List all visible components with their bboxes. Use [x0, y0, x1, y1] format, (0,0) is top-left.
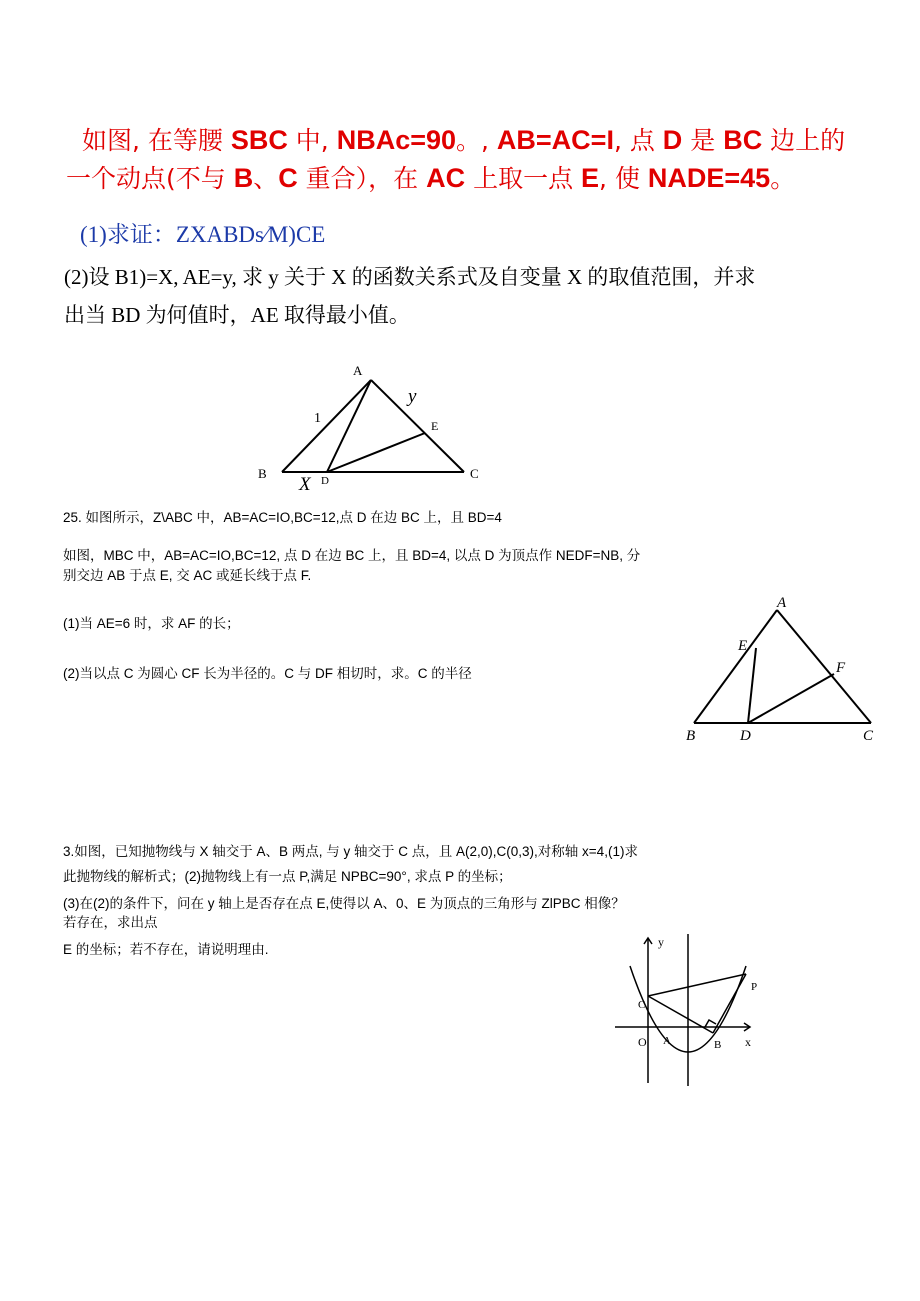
label-f: F — [836, 660, 846, 676]
label-x: X — [299, 474, 311, 495]
figure-triangle-abc-1 — [250, 360, 490, 495]
p1-text: , 点 — [613, 126, 663, 155]
problem2-q2: (2)当以点 C 为圆心 CF 长为半径的。C 与 DF 相切时，求。C 的半径 — [63, 666, 472, 681]
problem3-line2: 此抛物线的解析式；(2)抛物线上有一点 P,满足 NPBC=90°, 求点 P 的坐标； — [63, 869, 512, 884]
label-p: P — [751, 981, 758, 993]
label-o: O — [638, 1035, 647, 1049]
p1-text: 边上的 — [762, 126, 846, 155]
p1-bold: E — [581, 163, 600, 193]
label-b: B — [714, 1039, 722, 1051]
problem1-line1 — [82, 120, 845, 161]
figure-triangle-abc-2 — [680, 592, 885, 752]
segment-bp — [713, 974, 746, 1033]
p1-bold: NBAc=90 — [336, 125, 457, 155]
label-d: D — [740, 728, 751, 744]
problem3-line1: 3.如图，已知抛物线与 X 轴交于 A、B 两点, 与 y 轴交于 C 点，且 A(2,0),C(0,3),对称轴 x=4,(1)求 — [63, 844, 638, 859]
p1-text: 中, — [287, 126, 337, 155]
p1-bold: AC — [426, 163, 466, 193]
p1-text: 上取一点 — [465, 164, 582, 193]
label-y: y — [408, 386, 417, 407]
label-c: C — [863, 728, 874, 744]
label-e: E — [738, 638, 748, 654]
label-d: D — [321, 475, 329, 487]
label-e: E — [431, 419, 439, 433]
segment-ad — [327, 380, 371, 472]
label-y: y — [658, 935, 664, 949]
p1-text: 、 — [253, 164, 279, 193]
p1-text: 。, — [456, 126, 497, 155]
segment-de — [327, 433, 425, 472]
p1-bold: B — [233, 163, 254, 193]
p1-bold: C — [278, 163, 298, 193]
label-b: B — [258, 466, 267, 481]
problem3-line5: E 的坐标；若不存在，请说明理由. — [63, 942, 269, 957]
p1-text: 重合），在 — [297, 164, 427, 193]
p1-text: 是 — [682, 126, 724, 155]
label-a: A — [663, 1035, 671, 1047]
p1-text: 。 — [770, 164, 796, 193]
label-b: B — [686, 728, 696, 744]
problem1-q1: (1)求证：ZXABDs⁄M)CE — [80, 222, 326, 247]
p1-text: 一个动点(不与 — [66, 164, 234, 193]
p1-bold: SBC — [230, 125, 288, 155]
segment-de — [748, 648, 756, 723]
problem2-desc-line1: 如图，MBC 中，AB=AC=IO,BC=12, 点 D 在边 BC 上，且 BD=4, 以点 D 为顶点作 NEDF=NB, 分 — [63, 548, 641, 563]
p1-bold: AB=AC=I — [496, 125, 614, 155]
label-c: C — [638, 999, 646, 1011]
p1-bold: BC — [723, 125, 763, 155]
p1-text: , 使 — [599, 164, 648, 193]
problem3-line4: 若存在，求出点 — [63, 915, 158, 930]
problem1-q2-line1: (2)设 B1)=X, AE=y, 求 y 关于 X 的函数关系式及自变量 X 的取值范围，并求 — [64, 265, 756, 289]
segment-cp — [648, 974, 746, 996]
label-a: A — [777, 595, 787, 611]
side-ac — [371, 380, 464, 472]
problem2-desc-line2: 别交边 AB 于点 E, 交 AC 或延长线于点 F. — [63, 568, 312, 583]
p1-bold: D — [662, 125, 683, 155]
side-ab — [282, 380, 371, 472]
label-x: x — [745, 1035, 751, 1049]
problem2-q1: (1)当 AE=6 时，求 AF 的长； — [63, 616, 240, 631]
label-side-1: 1 — [314, 411, 321, 426]
label-a: A — [353, 363, 363, 378]
problem3-line3: (3)在(2)的条件下，问在 y 轴上是否存在点 E,使得以 A、0、E 为顶点的三角形与 ZlPBC 相像？ — [63, 896, 625, 911]
side-ac — [777, 610, 871, 723]
problem1-q2-line2: 出当 BD 为何值时，AE 取得最小值。 — [64, 303, 410, 327]
p1-bold: NADE=45 — [647, 163, 771, 193]
side-ab — [694, 610, 777, 723]
label-c: C — [470, 466, 479, 481]
segment-df — [748, 674, 834, 723]
right-angle-mark — [705, 1020, 716, 1027]
problem1-line2 — [66, 158, 795, 199]
p1-text: 如图, 在等腰 — [82, 126, 231, 155]
figure-parabola — [610, 928, 770, 1090]
problem2-title: 25. 如图所示，Z\ABC 中，AB=AC=IO,BC=12,点 D 在边 BC 上，且 BD=4 — [63, 510, 502, 525]
